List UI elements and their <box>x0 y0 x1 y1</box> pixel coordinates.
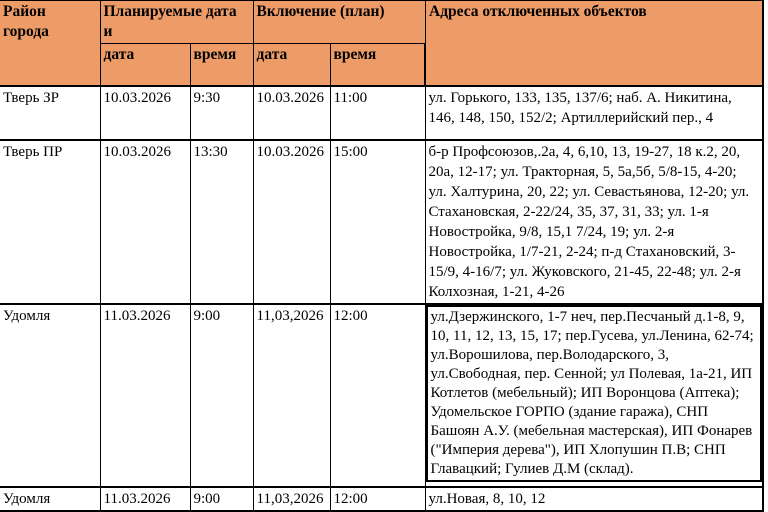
cell-on-date: 11,03,2026 <box>253 304 330 487</box>
table-header <box>0 1 763 86</box>
header-addresses: Адреса отключенных объектов <box>425 1 763 86</box>
header-restore-group: Включение (план) <box>253 1 425 44</box>
cell-off-date: 11.03.2026 <box>100 304 190 487</box>
cell-addresses: б-р Профсоюзов,.2а, 4, 6,10, 13, 19-27, 18 к.2, 20, 20а, 12-17; ул. Тракторная, 5, 5а,5б, 5/8-15, 4-20; ул. Халтурина, 20, 22; ул. Севастьянова, 12-20; ул. Стахановская, 2-22/24, 35, 37, 31, 33; ул. 1-я Новостройка, 9/8, 15,1 7/24, 19; ул. 2-я Новостройка, 1/7-21, 2-24; п-д Стахановский, 3-15/9, 4-16/7; ул. Жуковского, 21-45, 22-48; ул. 2-я Колхозная, 1-21, 4-26 <box>425 140 763 304</box>
cell-off-time: 9:00 <box>190 304 253 487</box>
cell-addresses <box>425 304 763 487</box>
cell-off-date: 10.03.2026 <box>100 86 190 140</box>
cell-on-date: 10.03.2026 <box>253 140 330 304</box>
cell-on-date: 11,03,2026 <box>253 487 330 511</box>
header-restore-date: дата <box>253 44 330 86</box>
table-row <box>0 86 763 140</box>
header-planned-time: время <box>190 44 253 86</box>
cell-off-time: 9:00 <box>190 487 253 511</box>
header-district: Район города <box>0 1 100 86</box>
cell-off-time: 9:30 <box>190 86 253 140</box>
header-planned-date: дата <box>100 44 190 86</box>
header-planned-group: Планируемые дата и <box>100 1 253 44</box>
cell-off-time: 13:30 <box>190 140 253 304</box>
table-row <box>0 487 763 511</box>
cell-on-time: 11:00 <box>330 86 425 140</box>
cell-off-date: 11.03.2026 <box>100 487 190 511</box>
cell-off-date: 10.03.2026 <box>100 140 190 304</box>
cell-on-time: 12:00 <box>330 304 425 487</box>
cell-on-time: 12:00 <box>330 487 425 511</box>
table-row <box>0 304 763 487</box>
cell-on-date: 10.03.2026 <box>253 86 330 140</box>
cell-on-time: 15:00 <box>330 140 425 304</box>
cell-district: Тверь ПР <box>0 140 100 304</box>
cell-district: Удомля <box>0 304 100 487</box>
cell-district: Удомля <box>0 487 100 511</box>
addresses-text-frame: ул.Дзержинского, 1-7 неч, пер.Песчаный д.1-8, 9, 10, 11, 12, 13, 15, 17; пер.Гусева, ул.Ленина, 62-74; ул.Ворошилова, пер.Володарского, 3, ул.Свободная, пер. Сенной; ул Полевая, 1а-21, ИП Котлетов (мебельный); ИП Воронцова (Аптека); Удомельское ГОРПО (здание гаража), СНП Башоян А.У. (мебельная мастерская), ИП Фонарев ("Империя дерева"), ИП Хлопушин П.В; СНП Главацкий; Гулиев Д.М (склад). <box>426 305 763 482</box>
cell-addresses: ул. Горького, 133, 135, 137/6; наб. А. Никитина, 146, 148, 150, 152/2; Артиллерийский пер., 4 <box>425 86 763 140</box>
header-restore-time: время <box>330 44 425 86</box>
cell-addresses: ул.Новая, 8, 10, 12 <box>425 487 763 511</box>
cell-district: Тверь ЗР <box>0 86 100 140</box>
table-row <box>0 140 763 304</box>
